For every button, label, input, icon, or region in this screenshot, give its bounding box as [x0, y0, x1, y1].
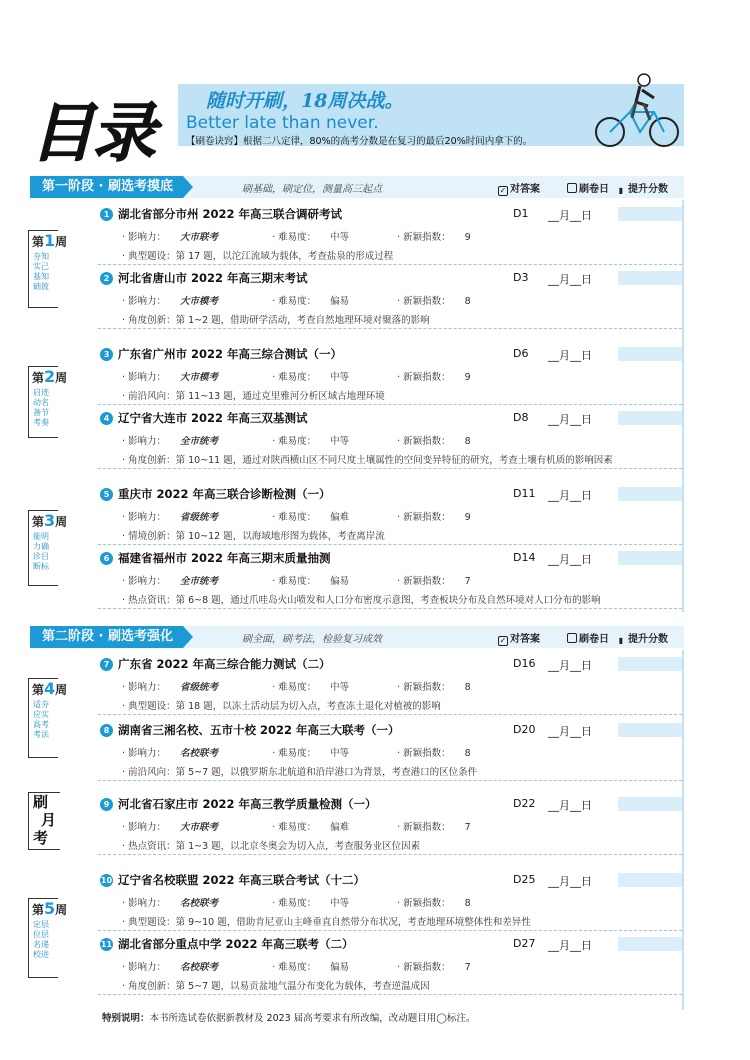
date-field[interactable]: __月__日	[548, 489, 592, 502]
exam-title[interactable]: 湖北省部分重点中学 2022 年高三联考（二）	[118, 937, 354, 951]
exam-number: 10	[100, 876, 113, 885]
check-answer-header: ✓ 对答案	[499, 184, 540, 195]
date-field[interactable]: __月__日	[548, 799, 592, 812]
exam-title[interactable]: 湖南省三湘名校、五市十校 2022 年高三大联考（一）	[118, 723, 400, 737]
week-4-tab: 第4周 适夯 应实 高考 考法	[28, 678, 58, 758]
date-field[interactable]: __月__日	[548, 273, 592, 286]
score-field[interactable]	[618, 411, 682, 425]
page-code: D6	[513, 347, 529, 360]
exam-meta: · 影响力： 省级统考 · 难易度： 中等 · 新颖指数： 8	[122, 682, 471, 693]
exam-meta: · 影响力： 大市模考 · 难易度： 偏易 · 新颖指数： 8	[122, 296, 471, 307]
stage-2-subtitle: 刷全面，刷考法，检验复习成效	[242, 634, 382, 645]
exam-detail: · 典型题设：第 9~10 题，借助肯尼亚山主峰垂直自然带分布状况，考查地理环境整体性和差异性	[122, 917, 531, 928]
row-divider	[98, 544, 682, 545]
date-field[interactable]: __月__日	[548, 725, 592, 738]
exam-number: 8	[100, 724, 113, 737]
page-title: 目录	[30, 97, 154, 171]
stage-1-subtitle: 刷基础，刷定位，测量高三起点	[242, 184, 382, 195]
score-field[interactable]	[618, 657, 682, 671]
exam-title[interactable]: 广东省 2022 年高三综合能力测试（二）	[118, 657, 331, 671]
page-code: D14	[513, 551, 536, 564]
exam-detail: · 角度创新：第 5~7 题，以易贡盆地气温分布变化为载体，考查逆温成因	[122, 981, 430, 992]
date-field[interactable]: __月__日	[548, 553, 592, 566]
exam-detail: · 角度创新：第 1~2 题，借助研学活动，考查自然地理环境对聚落的影响	[122, 315, 430, 326]
exam-number: 1	[100, 208, 113, 221]
page-code: D16	[513, 657, 536, 670]
exam-detail: · 角度创新：第 10~11 题，通过对陕西横山区不同尺度土壤属性的空间变异特征的研究，考查土壤有机质的影响因素	[122, 455, 613, 466]
exam-meta: · 影响力： 名校联考 · 难易度： 中等 · 新颖指数： 8	[122, 748, 471, 759]
slogan: 随时开刷，18周决战。	[206, 90, 404, 112]
week-1-tab: 第1周 夯知 实己 基知 础彼	[28, 230, 58, 308]
date-field[interactable]: __月__日	[548, 939, 592, 952]
row-divider	[98, 404, 682, 405]
row-divider	[98, 264, 682, 265]
score-field[interactable]	[618, 207, 682, 221]
exam-number: 2	[100, 272, 113, 285]
slogan-english: Better late than never.	[186, 113, 379, 133]
date-field[interactable]: __月__日	[548, 659, 592, 672]
row-divider	[98, 608, 682, 609]
exam-detail: · 热点资讯：第 1~3 题，以北京冬奥会为切入点，考查服务业区位因素	[122, 841, 421, 852]
exam-number: 11	[100, 940, 113, 949]
monthly-exam-tab: 刷 月 考	[28, 792, 60, 850]
bar-chart-icon: ▮	[618, 636, 624, 645]
check-answer-header: ✓ 对答案	[499, 634, 540, 645]
stage-1-label: 第一阶段 · 刷选考摸底	[30, 176, 183, 198]
exam-number: 3	[100, 348, 113, 361]
calendar-icon	[567, 633, 577, 643]
page-code: D22	[513, 797, 536, 810]
exam-meta: · 影响力： 大市模考 · 难易度： 中等 · 新颖指数： 9	[122, 372, 471, 383]
score-field[interactable]	[618, 551, 682, 565]
exam-detail: · 前沿风向：第 5~7 题，以俄罗斯东北航道和沿岸港口为背景，考查港口的区位条件	[122, 767, 478, 778]
score-field[interactable]	[618, 271, 682, 285]
page-code: D11	[513, 487, 536, 500]
special-note: 特别说明：本书所选试卷依据新教材及 2023 届高考要求有所改编，改动题目用◯标注。	[102, 1013, 476, 1024]
week-5-tab: 第5周 定层 位层 名递 校进	[28, 898, 58, 978]
exam-number: 7	[100, 658, 113, 671]
stage-1-bar	[30, 176, 684, 198]
exam-meta: · 影响力： 名校联考 · 难易度： 中等 · 新颖指数： 8	[122, 898, 471, 909]
score-field[interactable]	[618, 723, 682, 737]
row-divider	[98, 468, 682, 469]
exam-detail: · 情境创新：第 10~12 题，以海域地形图为载体，考查离岸流	[122, 531, 385, 542]
date-field[interactable]: __月__日	[548, 413, 592, 426]
exam-number: 5	[100, 488, 113, 501]
row-divider	[98, 994, 682, 995]
exam-detail: · 典型题设：第 18 题，以冻土活动层为切入点，考查冻土退化对植被的影响	[122, 701, 441, 712]
exam-title[interactable]: 广东省广州市 2022 年高三综合测试（一）	[118, 347, 343, 361]
page-code: D1	[513, 207, 529, 220]
score-header: ▮ 提升分数	[616, 180, 668, 197]
exam-meta: · 影响力： 大市联考 · 难易度： 偏难 · 新颖指数： 7	[122, 822, 471, 833]
calendar-icon	[567, 183, 577, 193]
date-header: 刷卷日	[567, 630, 609, 645]
study-tip: 【刷卷诀窍】根据二八定律，80%的高考分数是在复习的最后20%时间内拿下的。	[186, 136, 533, 147]
row-divider	[98, 854, 682, 855]
score-header: ▮ 提升分数	[616, 630, 668, 647]
exam-title[interactable]: 辽宁省名校联盟 2022 年高三联合考试（十二）	[118, 873, 366, 887]
stage-2-label: 第二阶段 · 刷选考强化	[30, 626, 183, 648]
page-code: D20	[513, 723, 536, 736]
exam-title[interactable]: 福建省福州市 2022 年高三期末质量抽测	[118, 551, 331, 565]
exam-detail: · 热点资讯：第 6~8 题，通过爪哇岛火山喷发和人口分布密度示意图，考查板块分布及自然环境对人口分布的影响	[122, 595, 601, 606]
checkbox-icon: ✓	[499, 186, 507, 195]
exam-detail: · 典型题设：第 17 题，以沱江流域为载体，考查盐泉的形成过程	[122, 251, 394, 262]
stage-2-bar	[30, 626, 684, 648]
cyclist-illustration	[592, 72, 684, 150]
row-divider	[98, 714, 682, 715]
checkbox-icon: ✓	[499, 636, 507, 645]
bar-chart-icon: ▮	[618, 186, 624, 195]
page-code: D3	[513, 271, 529, 284]
exam-meta: · 影响力： 大市联考 · 难易度： 中等 · 新颖指数： 9	[122, 232, 471, 243]
row-divider	[98, 780, 682, 781]
page-code: D25	[513, 873, 536, 886]
page-code: D8	[513, 411, 529, 424]
score-field[interactable]	[618, 797, 682, 811]
score-column-line	[682, 200, 684, 612]
exam-meta: · 影响力： 省级统考 · 难易度： 偏难 · 新颖指数： 9	[122, 512, 471, 523]
score-field[interactable]	[618, 347, 682, 361]
exam-number: 9	[100, 798, 113, 811]
exam-title[interactable]: 河北省石家庄市 2022 年高三教学质量检测（一）	[118, 797, 377, 811]
row-divider	[98, 930, 682, 931]
date-field[interactable]: __月__日	[548, 875, 592, 888]
exam-title[interactable]: 河北省唐山市 2022 年高三期末考试	[118, 271, 308, 285]
exam-meta: · 影响力： 名校联考 · 难易度： 偏易 · 新颖指数： 7	[122, 962, 471, 973]
exam-detail: · 前沿风向：第 11~13 题，通过克里雅河分析区域古地理环境	[122, 391, 385, 402]
week-2-tab: 第2周 启迹 动名 备节 考奏	[28, 366, 58, 438]
date-field[interactable]: __月__日	[548, 209, 592, 222]
score-column-line	[682, 650, 684, 1010]
exam-title[interactable]: 重庆市 2022 年高三联合诊断检测（一）	[118, 487, 331, 501]
score-field[interactable]	[618, 937, 682, 951]
exam-title[interactable]: 辽宁省大连市 2022 年高三双基测试	[118, 411, 308, 425]
page-code: D27	[513, 937, 536, 950]
score-field[interactable]	[618, 873, 682, 887]
exam-title[interactable]: 湖北省部分市州 2022 年高三联合调研考试	[118, 207, 343, 221]
week-3-tab: 第3周 能明 力确 诊目 断标	[28, 510, 58, 586]
exam-meta: · 影响力： 全市统考 · 难易度： 中等 · 新颖指数： 8	[122, 436, 471, 447]
exam-meta: · 影响力： 全市统考 · 难易度： 偏易 · 新颖指数： 7	[122, 576, 471, 587]
date-field[interactable]: __月__日	[548, 349, 592, 362]
exam-number: 4	[100, 412, 113, 425]
score-field[interactable]	[618, 487, 682, 501]
date-header: 刷卷日	[567, 180, 609, 195]
row-divider	[98, 328, 682, 329]
exam-number: 6	[100, 552, 113, 565]
